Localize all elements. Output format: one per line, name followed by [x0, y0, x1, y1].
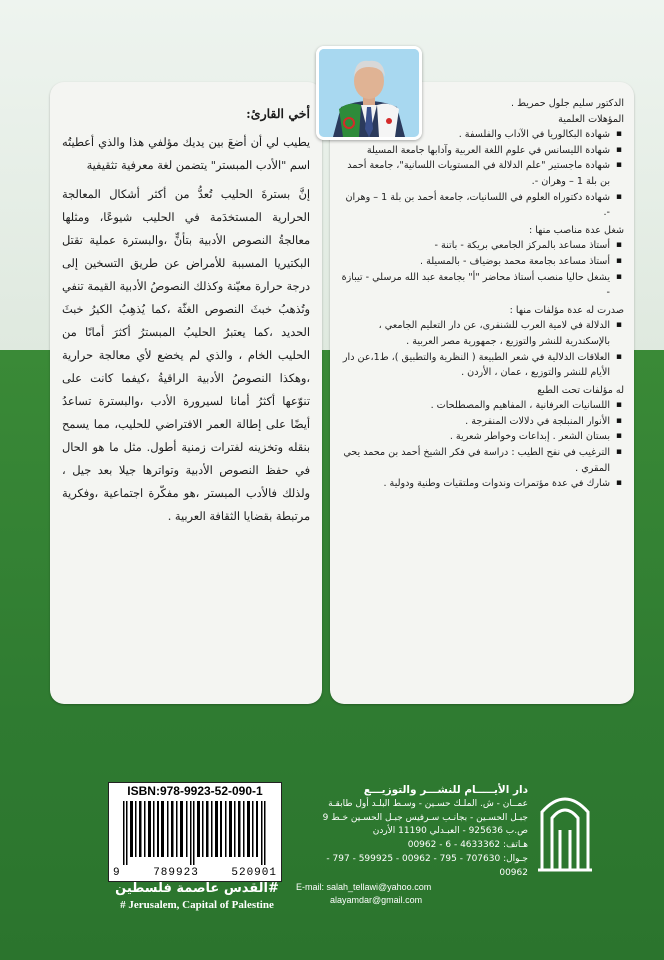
- publisher-info: [296, 784, 528, 908]
- publication-item: ▪ العلاقات الدلالية في شعر الطبيعة ( النظرية والتطبيق )، ط1،عن دار الأيام للنشر والتوزيع ، عمان ، الأردن .: [340, 350, 610, 381]
- barcode-digits: [113, 867, 277, 879]
- author-portrait: [316, 46, 422, 140]
- position-item: ▪ أستاذ مساعد بجامعة محمد بوضياف - بالمسيلة .: [340, 254, 610, 270]
- publisher-mobile: جـوال: 707630 - 795 - 00962 - 599925 - 797 - 00962: [326, 853, 528, 878]
- qualification-item: ▪ شهادة ماجستير "علم الدلالة في المستويات اللسانية"، جامعة أحمد بن بلة 1 – وهران -.: [340, 158, 610, 189]
- slogan-english: # Jerusalem, Capital of Palestine: [120, 899, 274, 911]
- position-item: ▪ يشغل حاليا منصب أستاذ محاضر "أ" بجامعة عبد الله مرسلي - تيبازة -: [340, 270, 610, 301]
- author-portrait-illustration: [319, 49, 419, 137]
- reader-message-paragraph-2: إنَّ بسترةَ الحليب تُعدُّ من أكثر أشكال المعالجة الحرارية المستخدَمة في الحليب شيوعًا، ومثلها معالجةُ النصوص الأدبية بتأنٍّ ،والبسترة عملية تقتل البكتيريا المسببة للأمراض عن طريق التسخين إلى درجة حرارة معيّنة وكذلك النصوصُ الأدبية القيمة تنفي وتُذهبُ خبثَ النصوص الغثّة ،كما يُذهِبُ الكيرُ خبثَ الحديد ،كما يعتبرُ الحليبُ المبسترُ أكثرَ أمانًا من الحليب الخام ، والذي لم يخضع لأي معالجة حرارية ،وهكذا النصوصُ الأدبية الراقيةُ ،كيفما كانت على تنوّعها أكثرُ أمانا لسيرورة الأدب ،والبسترة تساعدُ أيضًا على إطالة العمر الافتراضي للحليب، مما يسمح بنقله وتخزينه لفترات زمنية أطول. مثل ما هو الحال في حفظ النصوص الأدبية وتواترها جيلا بعد جيل ، ولذلك فالأدب المبستر ،هو مفكّرة اجتماعية ،وفكرية مرتبطة بقضايا الثقافة العربية .: [62, 188, 310, 523]
- barcode-digit-group: 9: [113, 867, 121, 879]
- positions-title: شغل عدة مناصب منها :: [528, 224, 624, 236]
- barcode-bars: [121, 801, 271, 865]
- forthcoming-title: له مؤلفات تحت الطبع: [537, 384, 624, 396]
- forthcoming-item: ▪ الأنوار المنبلجة في دلالات المنفرجة .: [340, 414, 610, 430]
- slogan-arabic: #القدس عاصمة فلسطين: [115, 881, 279, 896]
- qualification-item: ▪ شهادة البكالوريا في الآداب والفلسفة .: [340, 127, 610, 143]
- author-bio-panel: [330, 82, 634, 704]
- author-name: الدكتور سليم جلول حمريط .: [511, 98, 624, 109]
- positions-list: [340, 238, 624, 300]
- publisher-name: دار الأيـــــام للنشـــر والتوزيـــع: [363, 784, 528, 796]
- forthcoming-item: ▪ الترغيب في نفح الطيب : دراسة في فكر الشيخ أحمد بن محمد يحي المقري .: [340, 445, 610, 476]
- position-item: ▪ أستاذ مساعد بالمركز الجامعي بريكة - باتنة -: [340, 238, 610, 254]
- publisher-email-secondary[interactable]: alayamdar@gmail.com: [330, 895, 423, 906]
- qualification-item: ▪ شهادة دكتوراه العلوم في اللسانيات، جامعة أحمد بن بلة 1 – وهران -.: [340, 190, 610, 221]
- barcode-digit-group: 520901: [231, 867, 277, 879]
- reader-message-panel: [50, 82, 322, 704]
- publisher-pobox: ص.ب 925636 - العبـدلي 11190 الأردن: [372, 826, 528, 837]
- author-bio-text: [340, 96, 624, 494]
- isbn-label: ISBN:978-9923-52-090-1: [127, 784, 263, 798]
- forthcoming-item: ▪ بستان الشعر . إبداعات وخواطر شعرية .: [340, 429, 610, 445]
- publications-list: [340, 318, 624, 380]
- qualifications-title: المؤهلات العلمية: [558, 113, 624, 125]
- publisher-address-line: جبـل الحسـين - بجانـب سـرفيس جبـل الحسـين خـط 9: [322, 812, 528, 823]
- publications-title: صدرت له عدة مؤلفات منها :: [509, 304, 624, 316]
- barcode-digit-group: 789923: [153, 867, 199, 879]
- publication-item: ▪ الدلالة في لامية العرب للشنفرى، عن دار التعليم الجامعي ، بالإسكندرية للنشر والتوزيع ، جمهورية مصر العربية .: [340, 318, 610, 349]
- reader-message-paragraph-1: يطيب لي أن أضعَ بين يديك مؤلفي هذا والذي أعطيتُه اسم "الأدب المبستر" يتضمن لغة معرفية تثقيفية: [62, 136, 310, 172]
- isbn-barcode: [108, 782, 282, 882]
- forthcoming-item: ▪ اللسانيات العرفانية ، المفاهيم والمصطلحات .: [340, 398, 610, 414]
- publisher-phone: هـاتف: 4633362 - 6 - 00962: [407, 840, 528, 851]
- publisher-logo-mark: [534, 782, 596, 874]
- publisher-address-line: عمــان - ش. الملـك حسـين - وسـط البلـد أول طابقـة: [328, 798, 528, 809]
- reader-message-heading: أخي القارئ:: [246, 106, 310, 121]
- publisher-email[interactable]: E-mail: salah_tellawi@yahoo.com: [296, 881, 432, 892]
- publisher-logo: [534, 782, 596, 874]
- qualifications-list: [340, 127, 624, 221]
- forthcoming-list: [340, 398, 624, 492]
- reader-message-text: [62, 102, 310, 534]
- qualification-item: ▪ شهادة الليسانس في علوم اللغة العربية وآدابها جامعة المسيلة: [340, 143, 610, 159]
- forthcoming-item: ▪ شارك في عدة مؤتمرات وندوات وملتقيات وطنية ودولية .: [340, 476, 610, 492]
